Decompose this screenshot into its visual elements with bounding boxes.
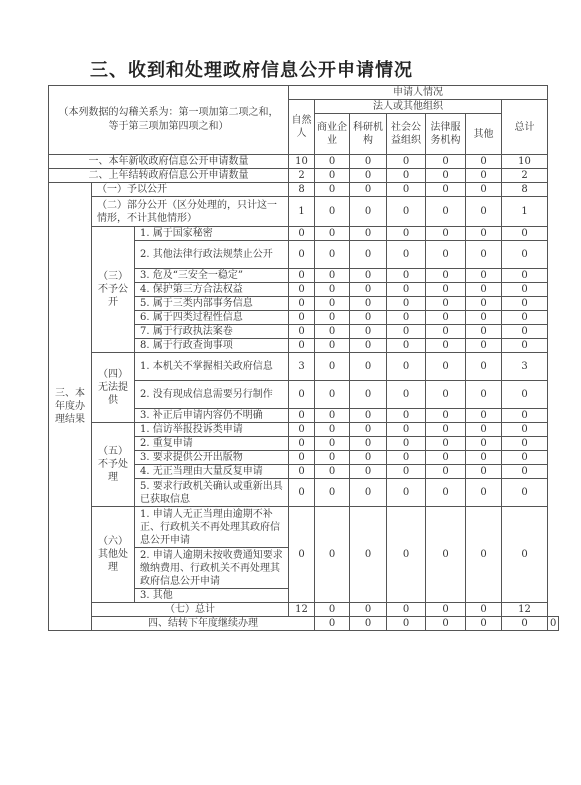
header-legal-group: 法人或其他组织 xyxy=(315,100,502,114)
cell-value: 0 xyxy=(315,507,350,603)
cell-value: 0 xyxy=(426,155,466,169)
cell-value: 2 xyxy=(502,169,548,183)
row-label: （七）总计 xyxy=(92,603,289,617)
cell-value: 0 xyxy=(426,507,466,603)
cell-value: 0 xyxy=(315,155,350,169)
cell-value: 0 xyxy=(502,479,548,507)
row-label: 3. 其他 xyxy=(135,589,289,603)
cell-value: 0 xyxy=(426,479,466,507)
cell-value: 0 xyxy=(426,325,466,339)
cell-value: 0 xyxy=(289,227,315,241)
cell-value: 0 xyxy=(350,507,387,603)
cell-value: 0 xyxy=(350,381,387,409)
cell-value: 0 xyxy=(502,381,548,409)
information-disclosure-table xyxy=(48,85,559,631)
row-label: （一）予以公开 xyxy=(92,183,289,197)
cell-value: 0 xyxy=(315,437,350,451)
cell-value: 0 xyxy=(502,311,548,325)
cell-value: 0 xyxy=(350,353,387,381)
cell-value: 0 xyxy=(426,353,466,381)
cell-value: 0 xyxy=(387,183,426,197)
cell-value: 0 xyxy=(387,507,426,603)
cell-value: 0 xyxy=(466,339,502,353)
cell-value: 0 xyxy=(466,325,502,339)
cell-value: 0 xyxy=(466,617,502,631)
cell-value: 0 xyxy=(387,155,426,169)
cell-value: 0 xyxy=(426,183,466,197)
group-label: （六）其他处理 xyxy=(92,507,135,603)
row-label: 二、上年结转政府信息公开申请数量 xyxy=(49,169,289,183)
cell-value: 0 xyxy=(466,381,502,409)
cell-value: 0 xyxy=(315,283,350,297)
cell-value: 0 xyxy=(387,283,426,297)
cell-value: 0 xyxy=(426,169,466,183)
cell-value: 0 xyxy=(350,269,387,283)
cell-value: 0 xyxy=(289,451,315,465)
cell-value: 0 xyxy=(466,603,502,617)
cell-value: 0 xyxy=(387,311,426,325)
cell-value: 0 xyxy=(466,155,502,169)
cell-value: 0 xyxy=(289,381,315,409)
cell-value: 0 xyxy=(387,465,426,479)
cell-value: 0 xyxy=(426,381,466,409)
cell-value: 0 xyxy=(315,183,350,197)
cell-value: 0 xyxy=(426,227,466,241)
cell-value: 0 xyxy=(387,381,426,409)
header-applicant: 申请人情况 xyxy=(289,86,548,100)
cell-value: 0 xyxy=(548,617,559,631)
cell-value: 0 xyxy=(502,227,548,241)
row-label: 1. 申请人无正当理由逾期不补正、行政机关不再处理其政府信息公开申请 xyxy=(135,507,289,548)
cell-value: 0 xyxy=(502,617,548,631)
cell-value: 0 xyxy=(387,269,426,283)
cell-value: 1 xyxy=(502,197,548,227)
cell-value: 2 xyxy=(289,169,315,183)
row-label: 3. 补正后申请内容仍不明确 xyxy=(135,409,289,423)
cell-value: 0 xyxy=(315,451,350,465)
cell-value: 0 xyxy=(466,311,502,325)
cell-value: 0 xyxy=(315,311,350,325)
cell-value: 0 xyxy=(502,339,548,353)
cell-value: 0 xyxy=(466,479,502,507)
cell-value: 0 xyxy=(426,269,466,283)
cell-value: 0 xyxy=(289,241,315,269)
cell-value: 0 xyxy=(289,479,315,507)
cell-value: 0 xyxy=(466,409,502,423)
cell-value: 12 xyxy=(502,603,548,617)
cell-value: 0 xyxy=(426,437,466,451)
cell-value: 0 xyxy=(502,241,548,269)
cell-value: 0 xyxy=(387,423,426,437)
cell-value: 0 xyxy=(426,465,466,479)
cell-value: 0 xyxy=(466,507,502,603)
header-col-research: 科研机构 xyxy=(350,114,387,155)
cell-value: 0 xyxy=(315,339,350,353)
cell-value: 0 xyxy=(350,183,387,197)
cell-value: 0 xyxy=(350,617,387,631)
row-label: （二）部分公开（区分处理的，只计这一情形，不计其他情形） xyxy=(92,197,289,227)
cell-value: 0 xyxy=(426,311,466,325)
cell-value: 0 xyxy=(350,339,387,353)
cell-value: 0 xyxy=(387,339,426,353)
cell-value: 0 xyxy=(289,297,315,311)
cell-value: 0 xyxy=(315,381,350,409)
cell-value: 0 xyxy=(350,465,387,479)
cell-value: 0 xyxy=(350,423,387,437)
cell-value: 0 xyxy=(466,283,502,297)
group-label: （三）不予公开 xyxy=(92,227,135,353)
cell-value: 0 xyxy=(466,423,502,437)
cell-value: 0 xyxy=(426,423,466,437)
cell-value: 0 xyxy=(502,423,548,437)
cell-value: 0 xyxy=(466,297,502,311)
cell-value: 0 xyxy=(466,227,502,241)
cell-value: 0 xyxy=(350,437,387,451)
cell-value: 0 xyxy=(466,197,502,227)
row-label: 8. 属于行政查询事项 xyxy=(135,339,289,353)
cell-value: 0 xyxy=(350,325,387,339)
section3-label: 三、本年度办理结果 xyxy=(49,183,92,631)
row-label: 5. 要求行政机关确认或重新出具已获取信息 xyxy=(135,479,289,507)
cell-value: 0 xyxy=(350,479,387,507)
cell-value: 0 xyxy=(426,409,466,423)
page-title: 三、收到和处理政府信息公开申请情况 xyxy=(90,60,413,81)
cell-value: 0 xyxy=(387,437,426,451)
group-label: （五）不予处理 xyxy=(92,423,135,507)
cell-value: 0 xyxy=(426,603,466,617)
row-label: 2. 其他法律行政法规禁止公开 xyxy=(135,241,289,269)
row-label: 1. 信访举报投诉类申请 xyxy=(135,423,289,437)
cell-value: 0 xyxy=(426,197,466,227)
cell-value: 0 xyxy=(426,451,466,465)
cell-value: 0 xyxy=(289,437,315,451)
cell-value: 0 xyxy=(502,269,548,283)
row-label: 4. 保护第三方合法权益 xyxy=(135,283,289,297)
cell-value: 0 xyxy=(315,479,350,507)
cell-value: 0 xyxy=(387,197,426,227)
cell-value: 0 xyxy=(315,353,350,381)
row-label: 3. 要求提供公开出版物 xyxy=(135,451,289,465)
row-label: 6. 属于四类过程性信息 xyxy=(135,311,289,325)
cell-value: 0 xyxy=(426,241,466,269)
cell-value: 0 xyxy=(350,155,387,169)
cell-value: 10 xyxy=(502,155,548,169)
cell-value: 10 xyxy=(289,155,315,169)
cell-value: 0 xyxy=(387,297,426,311)
cell-value: 0 xyxy=(502,507,548,603)
row-label: 4. 无正当理由大量反复申请 xyxy=(135,465,289,479)
cell-value: 0 xyxy=(466,241,502,269)
cell-value: 0 xyxy=(387,479,426,507)
row-label: 2. 重复申请 xyxy=(135,437,289,451)
cell-value: 0 xyxy=(466,269,502,283)
cell-value: 0 xyxy=(387,169,426,183)
cell-value: 0 xyxy=(350,603,387,617)
cell-value: 0 xyxy=(466,451,502,465)
cell-value: 0 xyxy=(289,283,315,297)
cell-value: 0 xyxy=(289,465,315,479)
cell-value: 0 xyxy=(350,311,387,325)
row-label: 1. 属于国家秘密 xyxy=(135,227,289,241)
header-col-public-welfare: 社会公益组织 xyxy=(387,114,426,155)
cell-value: 0 xyxy=(289,325,315,339)
cell-value: 0 xyxy=(289,339,315,353)
cell-value: 0 xyxy=(350,409,387,423)
cell-value: 0 xyxy=(466,437,502,451)
cell-value: 3 xyxy=(289,353,315,381)
cell-value: 0 xyxy=(315,169,350,183)
cell-value: 0 xyxy=(315,269,350,283)
cell-value: 0 xyxy=(502,409,548,423)
row-label: 一、本年新收政府信息公开申请数量 xyxy=(49,155,289,169)
cell-value: 0 xyxy=(502,437,548,451)
header-col-other: 其他 xyxy=(466,114,502,155)
cell-value: 0 xyxy=(289,311,315,325)
cell-value: 0 xyxy=(289,507,315,603)
cell-value: 0 xyxy=(466,169,502,183)
cell-value: 0 xyxy=(315,197,350,227)
cell-value: 0 xyxy=(315,227,350,241)
cell-value: 0 xyxy=(387,603,426,617)
cell-value: 0 xyxy=(502,283,548,297)
header-note: （本列数据的勾稽关系为：第一项加第二项之和，等于第三项加第四项之和） xyxy=(49,86,289,155)
cell-value: 0 xyxy=(289,409,315,423)
cell-value: 1 xyxy=(289,197,315,227)
cell-value: 0 xyxy=(502,465,548,479)
header-col-natural-person: 自然人 xyxy=(289,100,315,155)
row-label: 四、结转下年度继续办理 xyxy=(92,617,315,631)
cell-value: 0 xyxy=(350,451,387,465)
group-label: （四）无法提供 xyxy=(92,353,135,423)
row-label: 5. 属于三类内部事务信息 xyxy=(135,297,289,311)
row-label: 3. 危及“三安全一稳定” xyxy=(135,269,289,283)
cell-value: 8 xyxy=(289,183,315,197)
cell-value: 0 xyxy=(289,269,315,283)
cell-value: 0 xyxy=(466,183,502,197)
cell-value: 0 xyxy=(426,283,466,297)
cell-value: 0 xyxy=(350,227,387,241)
cell-value: 0 xyxy=(387,451,426,465)
cell-value: 0 xyxy=(289,423,315,437)
cell-value: 0 xyxy=(387,227,426,241)
cell-value: 0 xyxy=(315,603,350,617)
cell-value: 0 xyxy=(315,617,350,631)
cell-value: 0 xyxy=(466,353,502,381)
cell-value: 0 xyxy=(502,325,548,339)
cell-value: 0 xyxy=(502,297,548,311)
cell-value: 0 xyxy=(466,465,502,479)
header-col-commercial: 商业企业 xyxy=(315,114,350,155)
cell-value: 0 xyxy=(315,423,350,437)
row-label: 7. 属于行政执法案卷 xyxy=(135,325,289,339)
row-label: 1. 本机关不掌握相关政府信息 xyxy=(135,353,289,381)
row-label: 2. 没有现成信息需要另行制作 xyxy=(135,381,289,409)
cell-value: 3 xyxy=(502,353,548,381)
cell-value: 0 xyxy=(315,241,350,269)
cell-value: 0 xyxy=(315,297,350,311)
cell-value: 0 xyxy=(350,169,387,183)
header-col-total: 总计 xyxy=(502,100,548,155)
cell-value: 0 xyxy=(315,409,350,423)
cell-value: 0 xyxy=(350,283,387,297)
header-col-legal-service: 法律服务机构 xyxy=(426,114,466,155)
cell-value: 12 xyxy=(289,603,315,617)
cell-value: 0 xyxy=(350,241,387,269)
cell-value: 0 xyxy=(350,297,387,311)
cell-value: 0 xyxy=(426,297,466,311)
cell-value: 0 xyxy=(426,617,466,631)
cell-value: 0 xyxy=(426,339,466,353)
cell-value: 0 xyxy=(387,241,426,269)
cell-value: 0 xyxy=(502,451,548,465)
cell-value: 0 xyxy=(387,325,426,339)
cell-value: 0 xyxy=(387,353,426,381)
cell-value: 0 xyxy=(315,325,350,339)
cell-value: 0 xyxy=(350,197,387,227)
cell-value: 0 xyxy=(387,617,426,631)
cell-value: 0 xyxy=(387,409,426,423)
cell-value: 8 xyxy=(502,183,548,197)
cell-value: 0 xyxy=(315,465,350,479)
row-label: 2. 申请人逾期未按收费通知要求缴纳费用、行政机关不再处理其政府信息公开申请 xyxy=(135,548,289,589)
